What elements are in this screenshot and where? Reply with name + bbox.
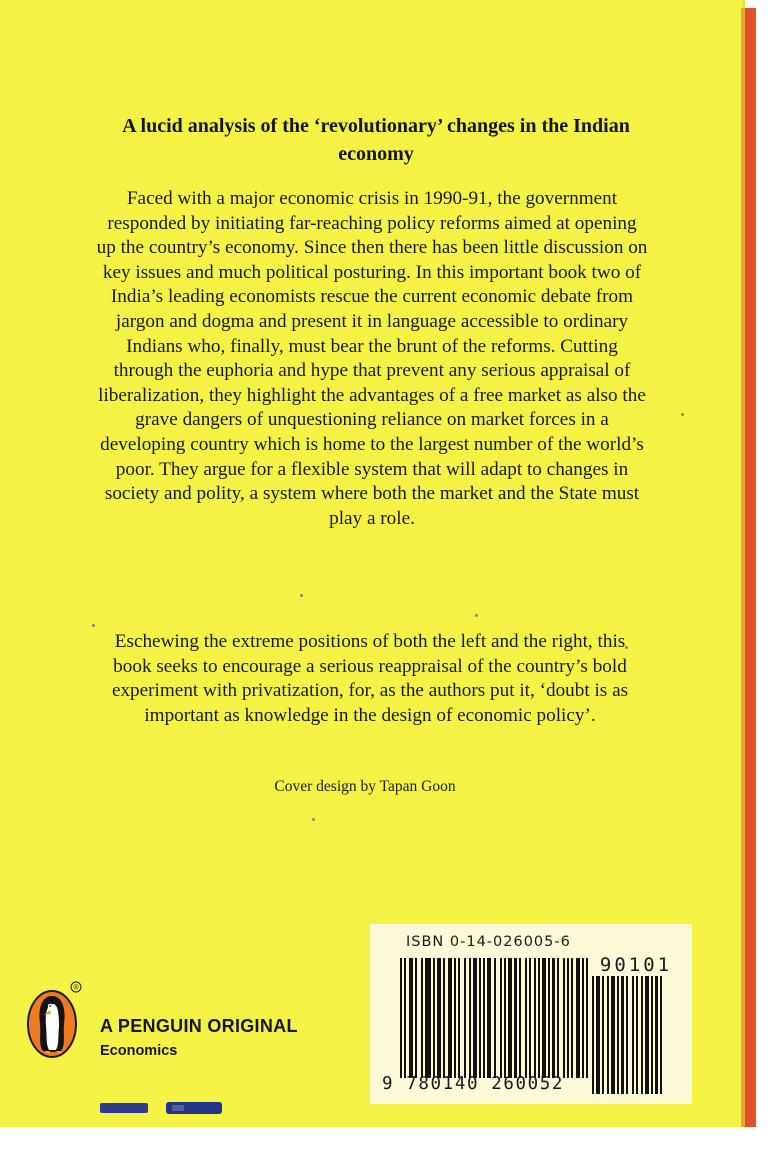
registered-mark: ® (72, 983, 80, 992)
barcode-bar (641, 976, 643, 1094)
barcode-bar (548, 958, 550, 1078)
barcode-bar (421, 958, 423, 1078)
barcode-bar (621, 976, 624, 1094)
barcode-bar (576, 958, 580, 1078)
imprint-label: A PENGUIN ORIGINAL (100, 1016, 298, 1036)
addon-barcode-bars (592, 976, 676, 1094)
barcode-bar (433, 958, 435, 1078)
barcode-bar (458, 958, 460, 1078)
barcode-bar (464, 958, 466, 1078)
barcode-bar (437, 958, 441, 1078)
barcode-bar (596, 976, 600, 1094)
cover-credit: Cover design by Tapan Goon (274, 778, 456, 795)
barcode-bar (469, 958, 471, 1078)
barcode-bar (607, 976, 609, 1094)
ean-barcode-bars (400, 958, 600, 1078)
dust-speck (681, 413, 684, 416)
book-spine (745, 8, 756, 1127)
blurb-paragraph-2: Eschewing the extreme positions of both the left and the right, this book seeks to encourage a serious reappraisal of the country’s bold experiment with privatization, for, as the authors put it, ‘doubt is as important as knowledge in the design of economic policy’. (111, 631, 629, 726)
barcode-bar (567, 958, 569, 1078)
barcode-bar (660, 976, 662, 1094)
barcode-bar (617, 976, 619, 1094)
barcode-bar (514, 958, 517, 1078)
barcode-bar (557, 958, 559, 1078)
barcode-bar (504, 958, 506, 1078)
price-sticker-scribble (98, 1098, 226, 1118)
dust-speck (625, 646, 628, 649)
dust-speck (475, 614, 478, 617)
barcode-bar (500, 958, 502, 1078)
barcode-bar (655, 976, 658, 1094)
penguin-logo-icon (26, 980, 82, 1060)
barcode-bar (571, 958, 573, 1078)
barcode-bar (552, 958, 555, 1078)
category-label: Economics (100, 1043, 178, 1059)
barcode-bar (448, 958, 452, 1078)
barcode-bar (404, 958, 406, 1078)
barcode-bar (586, 958, 588, 1078)
barcode-bar (611, 976, 615, 1094)
barcode-panel (370, 924, 692, 1104)
ean-digits: 9 780140 260052 (382, 1074, 565, 1094)
barcode-bar (651, 976, 653, 1094)
isbn-label: ISBN 0-14-026005-6 (406, 934, 571, 950)
blurb-paragraph-1: Faced with a major economic crisis in 1990-91, the government responded by initiating far-reaching policy reforms aimed at opening up the country’s economy. Since then there has been little discussion on key issues and much political posturing. In this important book two of India’s leading economists rescue the current economic debate from jargon and dogma and present it in language accessible to ordinary Indians who, finally, must bear the brunt of the reforms. Cutting through the euphoria and hype that prevent any serious appraisal of liberalization, they highlight the advantages of a free market as also the grave dangers of unquestioning reliance on market forces in a developing country which is home to the largest number of the world’s poor. They argue for a flexible system that will adapt to changes in society and polity, a system where both the market and the State must play a role. (96, 188, 648, 529)
barcode-bar (645, 976, 649, 1094)
barcode-bar (400, 958, 402, 1078)
barcode-bar (582, 958, 584, 1078)
barcode-bar (534, 958, 536, 1078)
barcode-bar (542, 958, 546, 1078)
barcode-bar (592, 976, 594, 1094)
blurb-heading: A lucid analysis of the ‘revolutionary’ changes in the Indian economy (122, 115, 630, 165)
barcode-bar (479, 958, 481, 1078)
barcode-bar (632, 976, 634, 1094)
barcode-bar (602, 976, 604, 1094)
barcode-bar (563, 958, 565, 1078)
barcode-bar (443, 958, 445, 1078)
barcode-bar (529, 958, 531, 1078)
barcode-bar (473, 958, 477, 1078)
barcode-bar (454, 958, 456, 1078)
dust-speck (312, 818, 315, 821)
barcode-bar (483, 958, 485, 1078)
dust-speck (300, 594, 303, 597)
barcode-bar (487, 958, 491, 1078)
addon-digits: 90101 (599, 954, 673, 976)
barcode-bar (525, 958, 527, 1078)
barcode-bar (519, 958, 521, 1078)
barcode-bar (409, 958, 413, 1078)
barcode-bar (508, 958, 512, 1078)
barcode-bar (626, 976, 628, 1094)
barcode-bar (538, 958, 540, 1078)
barcode-bar (636, 976, 638, 1094)
dust-speck (92, 624, 95, 627)
barcode-bar (425, 958, 431, 1078)
barcode-bar (415, 958, 417, 1078)
barcode-bar (494, 958, 496, 1078)
